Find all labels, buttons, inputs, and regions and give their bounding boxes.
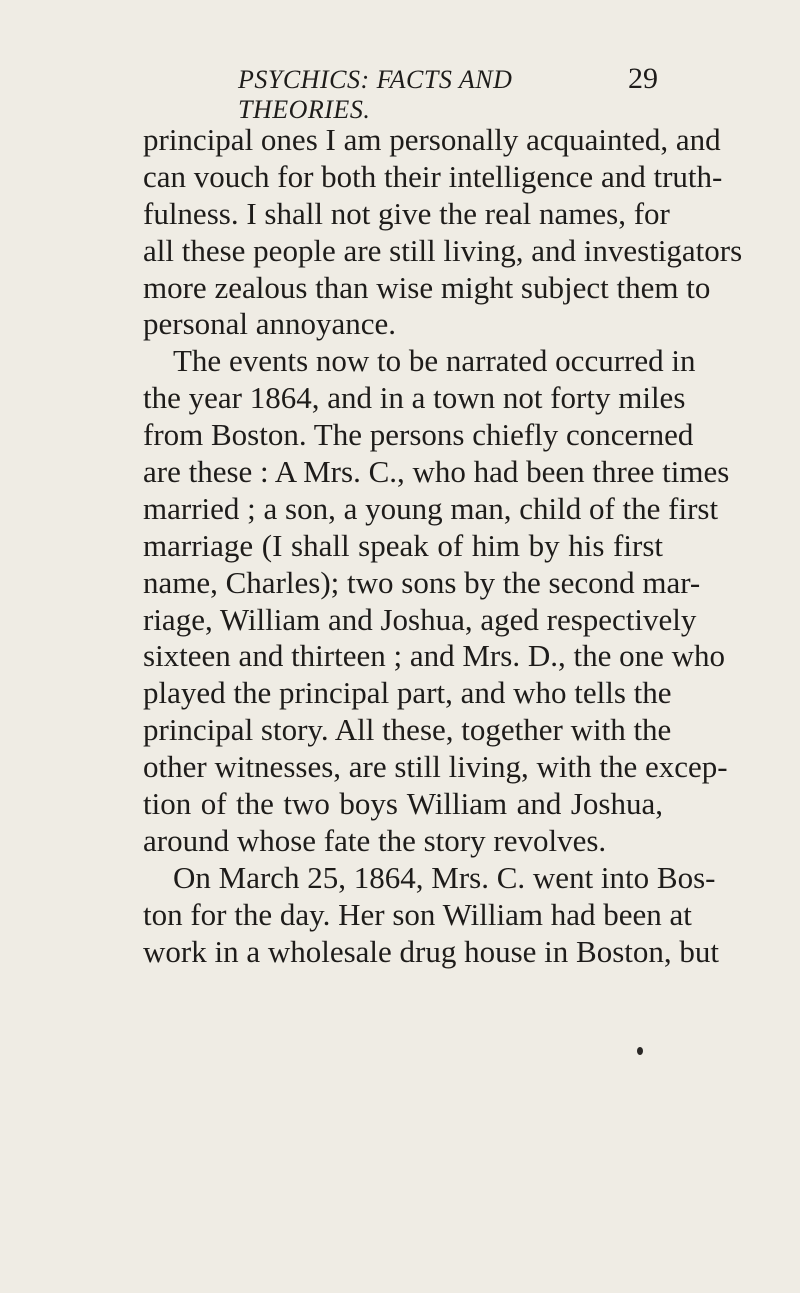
page-number: 29 bbox=[628, 62, 658, 95]
text-line: other witnesses, are still living, with the excep- bbox=[143, 749, 728, 785]
text-line: The events now to be narrated occurred in bbox=[173, 343, 696, 379]
text-line: can vouch for both their intelligence and truth- bbox=[143, 158, 723, 194]
text-line: principal ones I am personally acquainted, and bbox=[143, 122, 721, 157]
text-line: work in a wholesale drug house in Boston, but bbox=[143, 933, 720, 969]
text-line: principal story. All these, together with the bbox=[143, 712, 672, 748]
text-line: riage, William and Joshua, aged respectively bbox=[143, 601, 697, 637]
text-line: from Boston. The persons chiefly concerned bbox=[143, 417, 694, 453]
ink-speck bbox=[637, 1047, 643, 1055]
text-line: played the principal part, and who tells the bbox=[143, 675, 672, 711]
text-line: marriage (I shall speak of him by his first bbox=[143, 527, 663, 563]
running-title: PSYCHICS: FACTS AND THEORIES. bbox=[238, 65, 513, 124]
text-line: tion of the two boys William and Joshua, bbox=[143, 786, 663, 822]
text-line: married ; a son, a young man, child of the first bbox=[143, 490, 719, 526]
text-line: ton for the day. Her son William had been at bbox=[143, 896, 692, 932]
running-head bbox=[238, 62, 658, 125]
body-text bbox=[143, 122, 743, 970]
text-line: name, Charles); two sons by the second mar- bbox=[143, 564, 701, 600]
text-line: all these people are still living, and investigators bbox=[143, 232, 743, 268]
text-line: more zealous than wise might subject them to bbox=[143, 269, 711, 305]
text-line: fulness. I shall not give the real names, for bbox=[143, 195, 670, 231]
text-line: personal annoyance. bbox=[143, 306, 397, 342]
text-line: On March 25, 1864, Mrs. C. went into Bos- bbox=[173, 859, 716, 895]
text-line: around whose fate the story revolves. bbox=[143, 822, 607, 858]
text-line: sixteen and thirteen ; and Mrs. D., the one who bbox=[143, 638, 725, 674]
text-line: are these : A Mrs. C., who had been three times bbox=[143, 454, 730, 490]
text-line: the year 1864, and in a town not forty miles bbox=[143, 380, 686, 416]
